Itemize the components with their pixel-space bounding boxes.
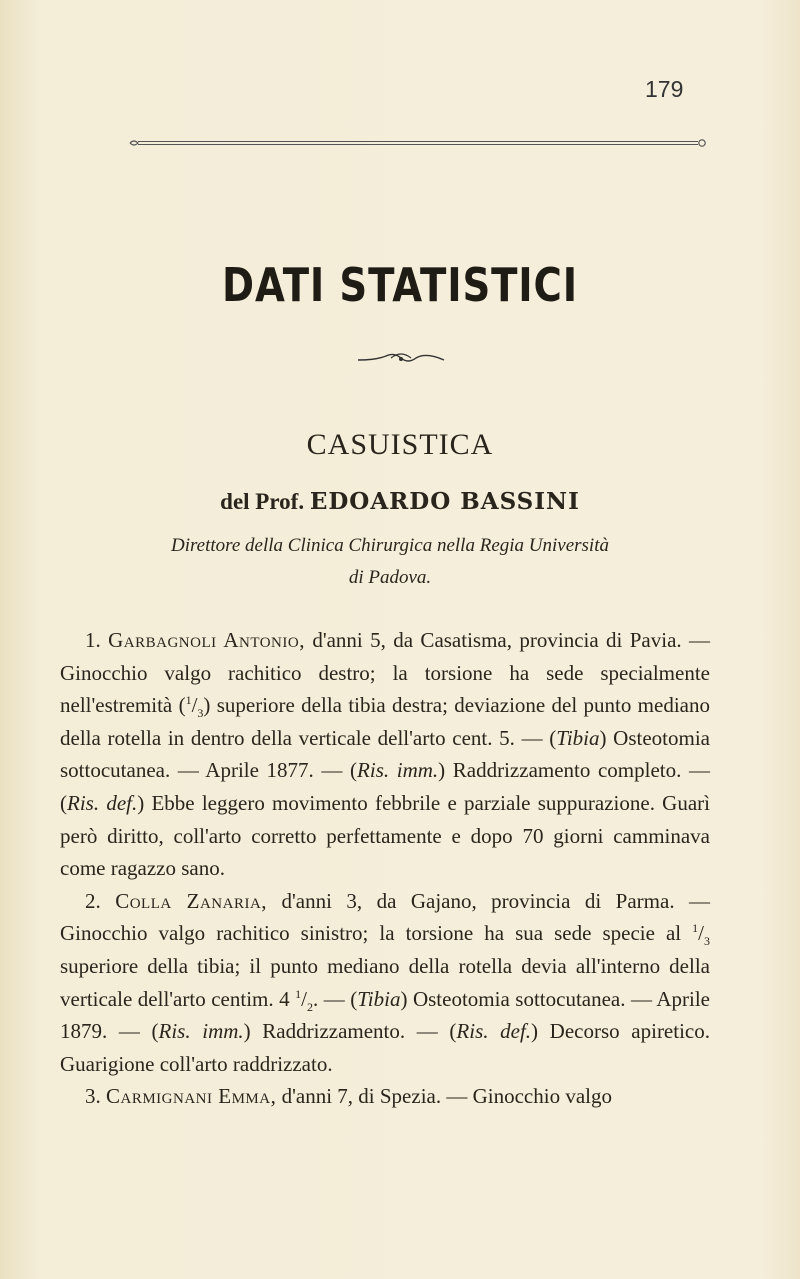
case-number: 3. <box>85 1084 101 1109</box>
case-text: superiore della tibia; il punto mediano della rotella devia all'interno della verticale dell'arto centim. 4 <box>60 953 710 1011</box>
fraction-denominator: 3 <box>704 934 710 949</box>
author-line <box>0 488 800 515</box>
case-italic: Tibia <box>556 725 600 750</box>
fraction-slash: / <box>698 921 704 946</box>
fraction-numerator: 1 <box>185 693 192 708</box>
page-number: 179 <box>645 76 684 102</box>
case-italic: Ris. imm. <box>158 1019 244 1044</box>
case-text: ) Decorso apiretico. Guarigione coll'arto raddrizzato. <box>60 1019 710 1076</box>
fraction-numerator: 1 <box>692 921 699 936</box>
case-italic: Ris. def. <box>67 790 138 815</box>
case-list <box>60 624 710 1113</box>
patient-name: Colla Zanaria, <box>115 888 268 913</box>
fraction-numerator: 1 <box>295 986 302 1001</box>
case-number: 1. <box>85 628 101 652</box>
patient-name: Garbagnoli Antonio, <box>108 628 305 652</box>
case-text: ) Raddrizzamento. — ( <box>243 1019 457 1044</box>
decorative-double-rule <box>128 139 708 147</box>
fraction-slash: / <box>191 693 198 718</box>
case-text: d'anni 7, di Spezia. — Ginocchio valgo <box>276 1084 612 1109</box>
case-number: 2. <box>85 888 101 913</box>
case-entry-2 <box>60 885 710 1081</box>
case-text: d'anni 3, da Gajano, provincia di Parma. — Ginocchio valgo rachitico sinistro; la torsione ha sua sede specie al <box>60 888 711 946</box>
case-italic: Ris. def. <box>456 1019 532 1044</box>
case-text: d'anni 5, da Casatisma, provincia di Pavia. — Ginocchio valgo rachitico destro; la torsione ha sede specialmente nell'estremità ( <box>60 628 711 718</box>
case-text: . — ( <box>312 986 358 1011</box>
author-affiliation <box>60 530 720 594</box>
author-prefix: del Prof. <box>220 489 305 514</box>
case-text: ) Osteotomia sottocutanea. — Aprile 1877. — ( <box>60 725 710 783</box>
ornament-icon <box>356 350 446 366</box>
fraction-denominator: 3 <box>197 706 204 721</box>
case-text: ) superiore della tibia destra; deviazione del punto mediano della rotella in dentro della verticale dell'arto cent. 5. — ( <box>60 693 710 750</box>
case-italic: Tibia <box>357 986 401 1011</box>
case-text: ) Raddrizzamento completo. — ( <box>60 758 711 815</box>
affiliation-line-2: di Padova. <box>348 567 432 588</box>
case-entry-1 <box>60 624 710 885</box>
patient-name: Carmignani Emma, <box>106 1084 277 1109</box>
affiliation-line-1: Direttore della Clinica Chirurgica nella Regia Università <box>170 535 609 556</box>
case-text: ) Ebbe leggero movimento febbrile e parziale suppurazione. Guarì però diritto, coll'arto corretto perfettamente e dopo 70 giorni camminava come ragazzo sano. <box>60 790 710 881</box>
section-title: DATI STATISTICI <box>222 258 578 312</box>
case-text: ) Osteotomia sottocutanea. — Aprile 1879. — ( <box>60 986 710 1044</box>
case-entry-3 <box>60 1080 710 1113</box>
author-name: EDOARDO BASSINI <box>309 488 580 515</box>
fraction-slash: / <box>301 986 307 1011</box>
case-italic: Ris. imm. <box>357 758 439 783</box>
subtitle: CASUISTICA <box>306 428 494 461</box>
fraction-denominator: 2 <box>306 999 313 1014</box>
